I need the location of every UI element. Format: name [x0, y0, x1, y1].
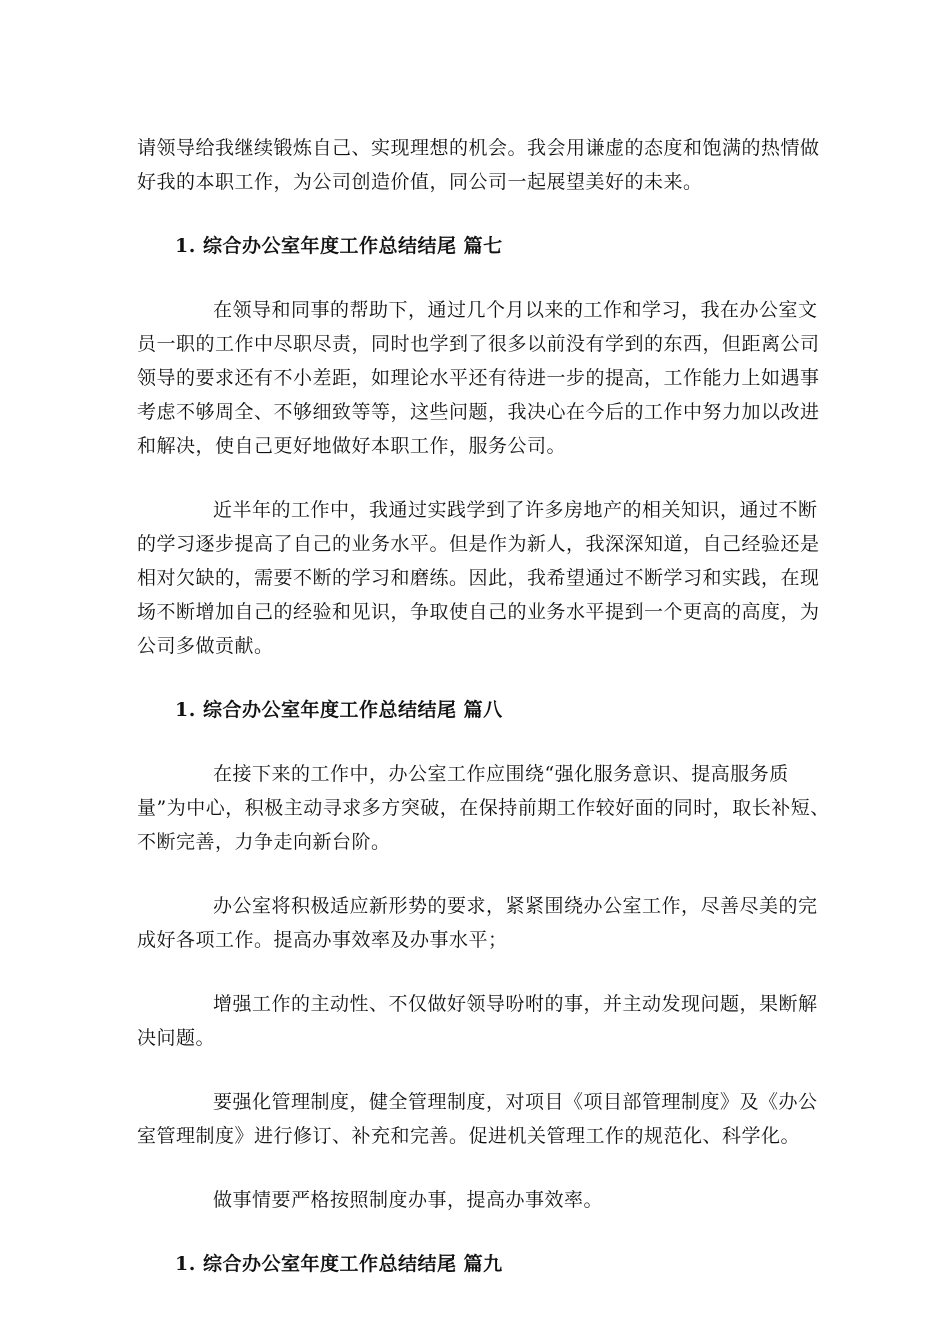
text-line: 成好各项工作。提高办事效率及办事水平；: [137, 929, 508, 951]
text-line: 和解决，使自己更好地做好本职工作，服务公司。: [137, 435, 567, 457]
text-line: 考虑不够周全、不够细致等等，这些问题，我决心在今后的工作中努力加以改进: [137, 401, 820, 423]
text-line: 室管理制度》进行修订、补充和完善。促进机关管理工作的规范化、科学化。: [137, 1125, 801, 1147]
paragraph: [137, 757, 830, 859]
text-line: 在接下来的工作中，办公室工作应围绕“强化服务意识、提高服务质: [213, 763, 789, 785]
section-heading: 1. 综合办公室年度工作总结结尾 篇七: [175, 235, 503, 257]
text-line: 做事情要严格按照制度办事，提高办事效率。: [213, 1189, 604, 1211]
text-line: 好我的本职工作，为公司创造价值，同公司一起展望美好的未来。: [137, 171, 703, 193]
paragraph: [137, 1085, 817, 1153]
paragraph: [137, 293, 820, 463]
text-line: 要强化管理制度，健全管理制度，对项目《项目部管理制度》及《办公: [213, 1091, 818, 1113]
section-heading: 1. 综合办公室年度工作总结结尾 篇八: [175, 699, 503, 721]
text-line: 公司多做贡献。: [137, 635, 274, 657]
section-heading: 1. 综合办公室年度工作总结结尾 篇九: [175, 1253, 503, 1275]
text-line: 的学习逐步提高了自己的业务水平。但是作为新人，我深深知道，自己经验还是: [137, 533, 820, 555]
text-line: 增强工作的主动性、不仅做好领导吩咐的事，并主动发现问题，果断解: [213, 993, 818, 1015]
paragraph: [137, 1183, 817, 1217]
text-line: 近半年的工作中，我通过实践学到了许多房地产的相关知识，通过不断: [213, 499, 818, 521]
paragraph: [137, 987, 817, 1055]
text-line: 请领导给我继续锻炼自己、实现理想的机会。我会用谦虚的态度和饱满的热情做: [137, 137, 820, 159]
text-line: 办公室将积极适应新形势的要求，紧紧围绕办公室工作，尽善尽美的完: [213, 895, 818, 917]
document-page: [137, 131, 830, 1311]
text-line: 场不断增加自己的经验和见识，争取使自己的业务水平提到一个更高的高度，为: [137, 601, 820, 623]
paragraph: [137, 493, 820, 663]
paragraph: [137, 131, 820, 199]
text-line: 量”为中心，积极主动寻求多方突破，在保持前期工作较好面的同时，取长补短、: [137, 797, 830, 819]
text-line: 不断完善，力争走向新台阶。: [137, 831, 391, 853]
text-line: 员一职的工作中尽职尽责，同时也学到了很多以前没有学到的东西，但距离公司: [137, 333, 820, 355]
text-line: 相对欠缺的，需要不断的学习和磨练。因此，我希望通过不断学习和实践，在现: [137, 567, 820, 589]
text-line: 决问题。: [137, 1027, 216, 1049]
paragraph: [137, 889, 817, 957]
text-line: 在领导和同事的帮助下，通过几个月以来的工作和学习，我在办公室文: [213, 299, 818, 321]
text-line: 领导的要求还有不小差距，如理论水平还有待进一步的提高，工作能力上如遇事: [137, 367, 820, 389]
